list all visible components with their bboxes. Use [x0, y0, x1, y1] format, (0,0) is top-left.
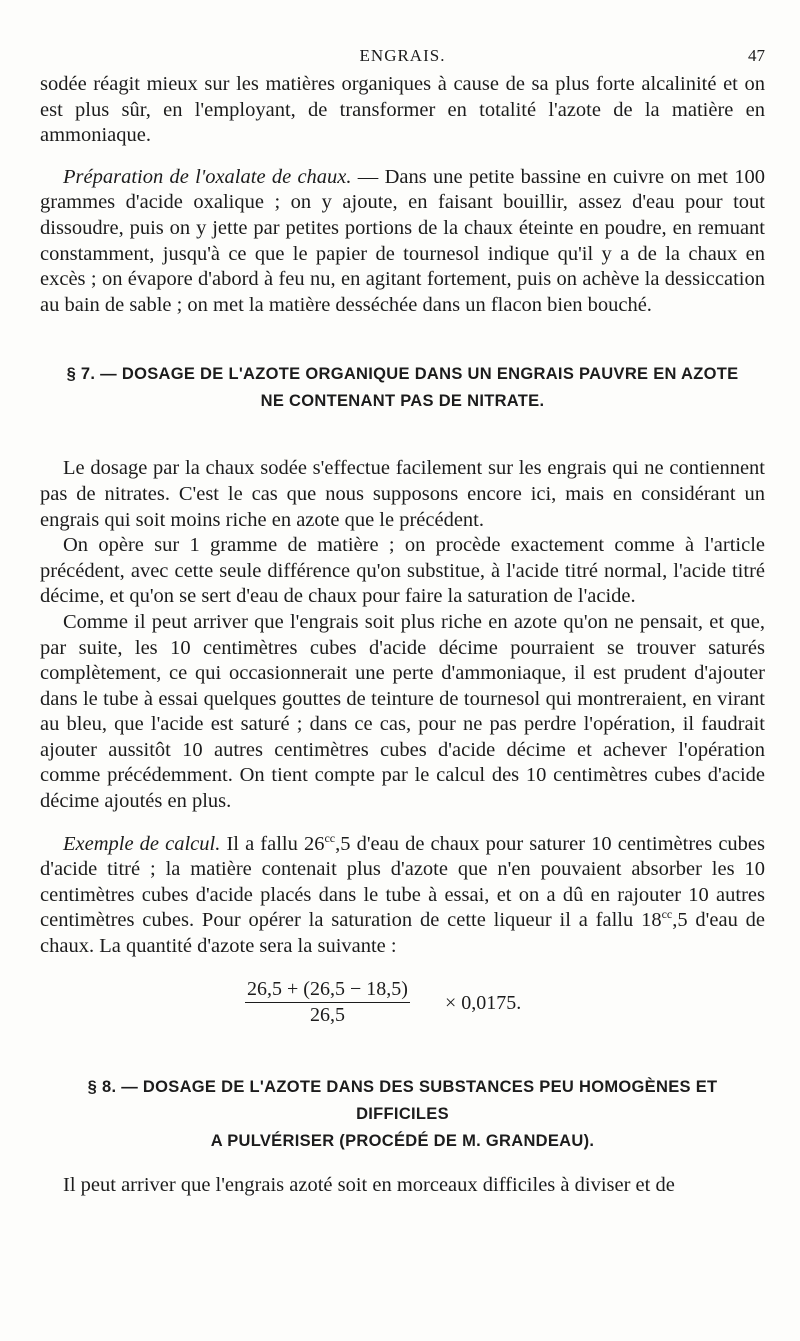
cc-superscript: cc — [661, 907, 673, 922]
preparation-heading: Préparation de l'oxalate de chaux. — [63, 165, 352, 188]
page-number: 47 — [748, 46, 765, 65]
cc-superscript: cc — [324, 830, 336, 845]
preparation-text: — Dans une petite bassine en cuivre on met 100 grammes d'acide oxalique ; on y ajoute, en faisant bouillir, assez d'eau pour tout dissoudre, puis on y jette par petites portions de la chaux éteinte en poudre, en remuant constamment, jusqu'à ce que le papier de tournesol indique qu'il y a de la chaux en excès ; on évapore d'abord à feu nu, en agitant fortement, puis on achève la dessiccation au bain de sable ; on met la matière desséchée dans un flacon bien bouché. — [40, 165, 765, 316]
example-heading: Exemple de calcul. — [63, 832, 221, 855]
section-7-line-2: NE CONTENANT PAS DE NITRATE. — [260, 392, 545, 411]
book-page — [40, 0, 765, 1198]
calculation-formula — [40, 978, 765, 1038]
paragraph-7-2: On opère sur 1 gramme de matière ; on procède exactement comme à l'article précédent, avec cette seule différence qu'on substitue, à l'acide titré normal, l'acide titré décime, et qu'on se sert d'eau de chaux pour faire la saturation de l'acide. — [40, 534, 765, 608]
paragraph-example — [40, 832, 765, 960]
formula-denominator: 26,5 — [309, 1003, 345, 1026]
paragraph-7-1: Le dosage par la chaux sodée s'effectue facilement sur les engrais qui ne contiennent pas de nitrates. C'est le cas que nous supposons encore ici, mais en considérant un engrais qui soit moins riche en azote que le précédent. — [40, 457, 765, 531]
formula-numerator: 26,5 + (26,5 − 18,5) — [245, 978, 410, 1003]
formula-multiplier: × 0,0175. — [445, 991, 522, 1014]
section-8-line-2: A PULVÉRISER (PROCÉDÉ DE M. GRANDEAU). — [210, 1131, 595, 1150]
running-head-title: ENGRAIS. — [359, 46, 446, 65]
example-text-1: Il a fallu 26 — [220, 832, 325, 855]
paragraph-preparation — [40, 165, 765, 319]
formula-fraction — [245, 978, 410, 1027]
paragraph-intro: sodée réagit mieux sur les matières organiques à cause de sa plus forte alcalinité et on est plus sûr, en l'employant, de transformer en totalité l'azote de la matière en ammoniaque. — [40, 73, 765, 147]
paragraph-7-3: Comme il peut arriver que l'engrais soit plus riche en azote qu'on ne pensait, et que, par suite, les 10 centimètres cubes d'acide décime pourraient se trouver saturés complètement, ce qui occasionnerait une perte d'ammoniaque, il est prudent d'ajouter dans le tube à essai quelques gouttes de teinture de tournesol qui montreraient, en virant au bleu, que l'acide est saturé ; dans ce cas, pour ne pas perdre l'opération, il faudrait ajouter aussitôt 10 autres centimètres cubes d'acide décime et achever l'opération comme précédemment. On tient compte par le calcul des 10 centimètres cubes d'acide décime ajoutés en plus. — [40, 610, 765, 813]
section-8-line-1: § 8. — DOSAGE DE L'AZOTE DANS DES SUBSTANCES PEU HOMOGÈNES ET DIFFICILES — [87, 1077, 718, 1123]
paragraph-8-1: Il peut arriver que l'engrais azoté soit en morceaux difficiles à diviser et de — [63, 1173, 675, 1196]
section-8-heading — [40, 1074, 765, 1155]
section-7-line-1: § 7. — DOSAGE DE L'AZOTE ORGANIQUE DANS UN ENGRAIS PAUVRE EN AZOTE — [66, 365, 739, 384]
example-text-3: ,5 d'eau de chaux. La quantité d'azote sera la suivante : — [40, 909, 766, 958]
running-head — [40, 0, 765, 72]
example-text-2: ,5 d'eau de chaux pour saturer 10 centimètres cubes d'acide titré ; la matière contenait plus d'azote que n'en pouvaient absorber les 10 centimètres cubes d'acide placés dans le tube à essai, et on a dû en rajouter 10 autres centimètres cubes. Pour opérer la saturation de cette liqueur il a fallu 18 — [40, 832, 765, 932]
section-7-heading — [40, 361, 765, 415]
